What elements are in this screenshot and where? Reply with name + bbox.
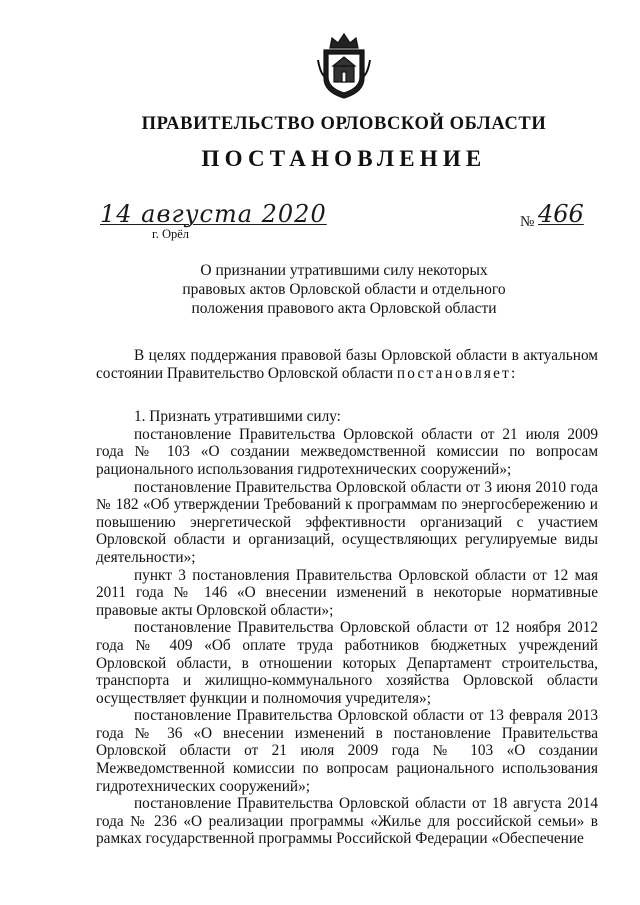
repealed-act-item: постановление Правительства Орловской области от 13 февраля 2013 года № 36 «О внесении изменений в постановление Правительства Орловской области от 21 июля 2009 года № 103 «О создании Межведомственной комиссии по вопросам рационального использования гидротехнических сооружений»; [96, 707, 598, 795]
subject-line: положения правового акта Орловской области [191, 300, 497, 317]
subject-line: О признании утратившими силу некоторых [200, 262, 488, 279]
document-body [96, 347, 598, 848]
preamble-end: : [510, 364, 516, 382]
repealed-act-item: постановление Правительства Орловской области от 12 ноября 2012 года № 409 «Об оплате труда работников бюджетных учреждений Орловской области, в отношении которых Департамент строительства, транспорта и жилищно-коммунального хозяйства Орловской области осуществляет функции и полномочия учредителя»; [96, 619, 598, 707]
document-type: ПОСТАНОВЛЕНИЕ [201, 146, 487, 171]
subject-line: правовых актов Орловской области и отдельного [182, 281, 506, 298]
document-subject [170, 261, 518, 318]
repealed-act-item: постановление Правительства Орловской области от 3 июня 2010 года № 182 «Об утверждении Требований к программам по энергосбережению и повышению энергетической эффективности организаций с участием Орловской области и организаций, осуществляющих регулируемые виды деятельности»; [96, 478, 598, 566]
item-heading: 1. Признать утратившими силу: [134, 408, 341, 426]
number-sign: № [520, 214, 535, 230]
handwritten-date: 14 августа 2020 [100, 200, 327, 228]
orel-region-coat-of-arms [316, 30, 372, 100]
repealed-act-item: пункт 3 постановления Правительства Орловской области от 12 мая 2011 года № 146 «О внесении изменений в некоторые нормативные правовые акты Орловской области»; [96, 566, 598, 619]
preamble-verb: постановляет [396, 364, 511, 382]
handwritten-number: 466 [538, 200, 584, 228]
government-name: ПРАВИТЕЛЬСТВО ОРЛОВСКОЙ ОБЛАСТИ [141, 114, 547, 134]
repealed-act-item: постановление Правительства Орловской области от 18 августа 2014 года № 236 «О реализации программы «Жилье для российской семьи» в рамках государственной программы Российской Федерации «Обеспечение [96, 795, 598, 848]
preamble [96, 347, 598, 382]
repealed-act-item: постановление Правительства Орловской области от 21 июля 2009 года № 103 «О создании межведомственной комиссии по вопросам рационального использования гидротехнических сооружений»; [96, 425, 598, 478]
city-label: г. Орёл [152, 227, 190, 241]
preamble-text: В целях поддержания правовой базы Орловской области в актуальном состоянии Правительство Орловской области [96, 347, 598, 382]
